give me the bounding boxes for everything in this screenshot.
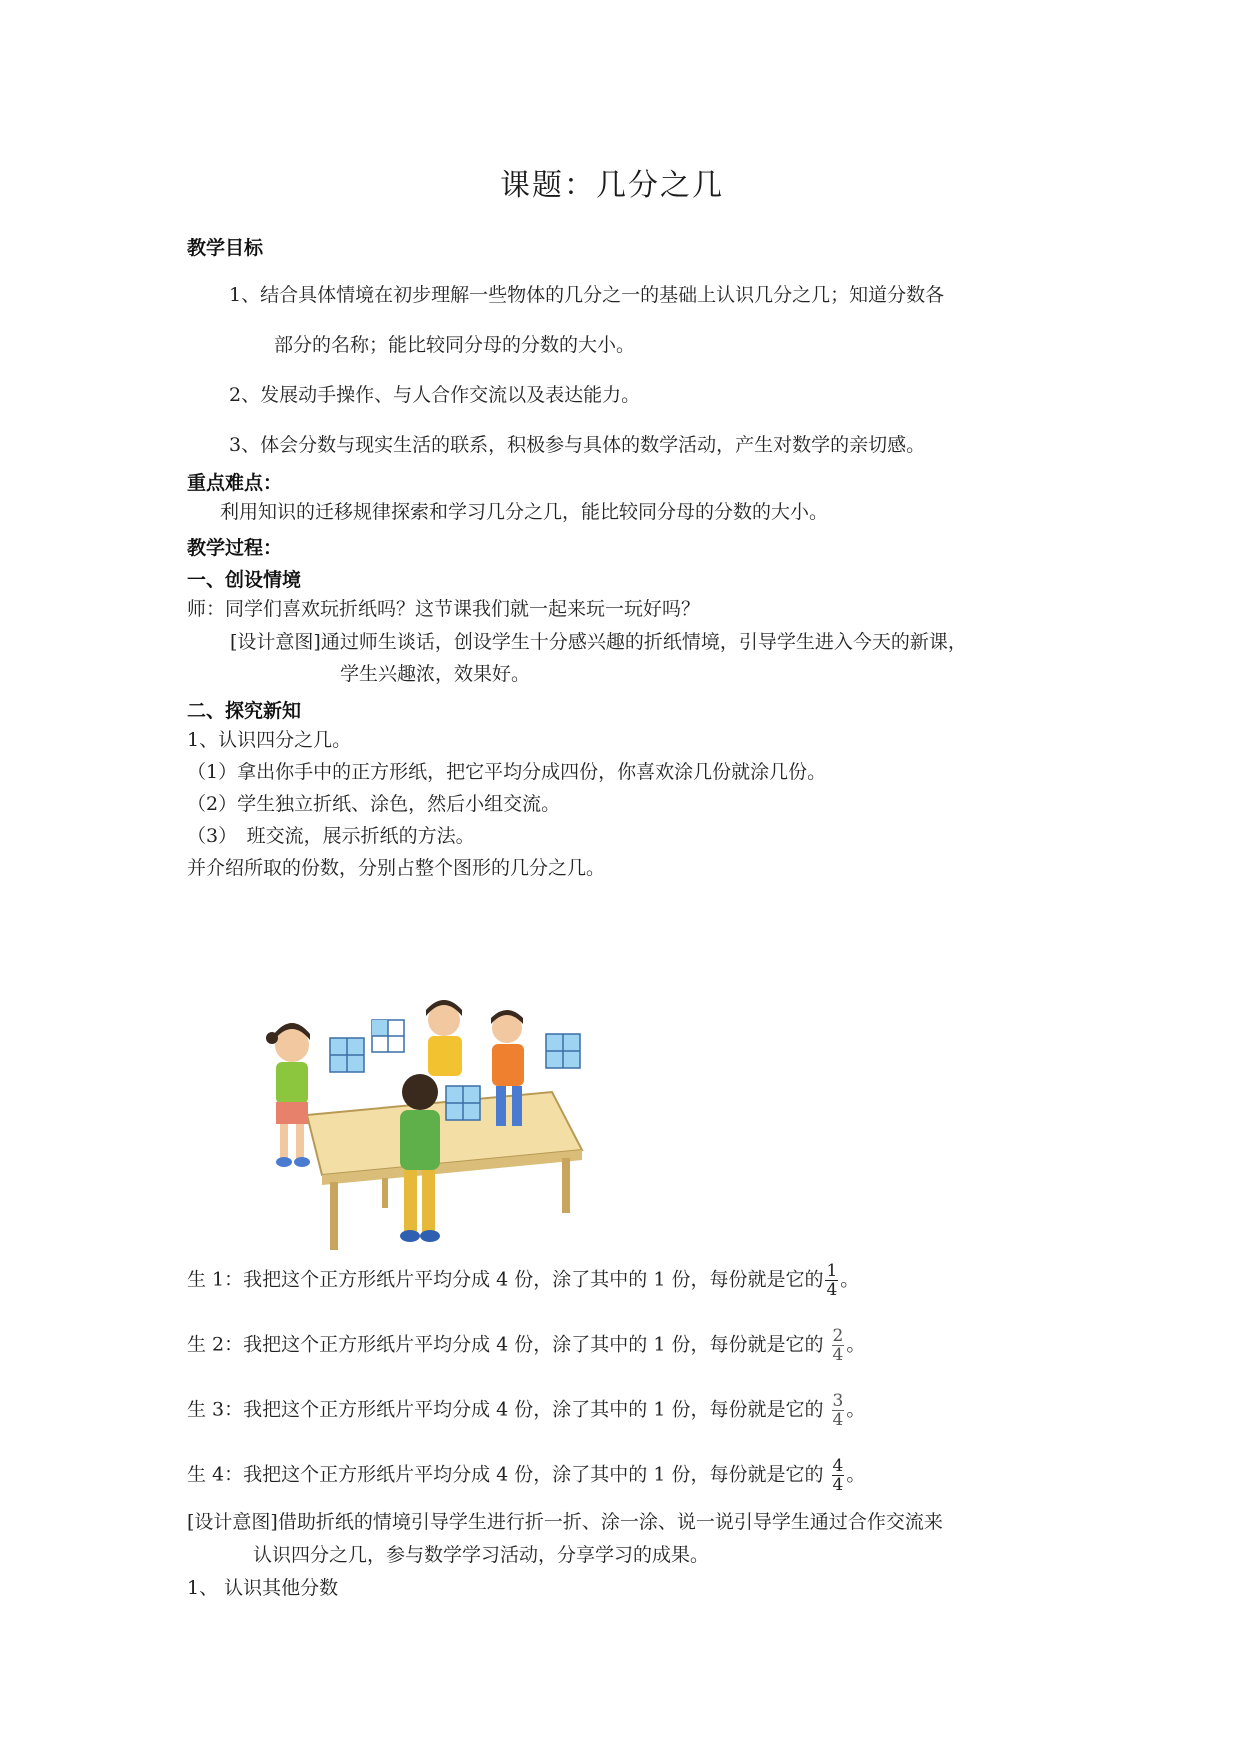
objective-1-line1: 1、结合具体情境在初步理解一些物体的几分之一的基础上认识几分之几；知道分数各: [229, 284, 945, 306]
student-3-text: 生 3：我把这个正方形纸片平均分成 4 份，涂了其中的 1 份，每份就是它的: [187, 1398, 824, 1421]
fraction-numerator: 1: [826, 1261, 838, 1281]
part2-intro: 并介绍所取的份数，分别占整个图形的几分之几。: [187, 857, 606, 879]
keypoints-text: 利用知识的迁移规律探索和学习几分之几，能比较同分母的分数的大小。: [220, 501, 829, 523]
student-2-line: [187, 1327, 865, 1364]
fraction-numerator: 3: [832, 1391, 844, 1411]
fraction-denominator: 4: [832, 1410, 844, 1430]
part2-step-1: （1）拿出你手中的正方形纸，把它平均分成四份，你喜欢涂几份就涂几份。: [187, 761, 827, 783]
fraction: [825, 1262, 838, 1299]
period: 。: [840, 1268, 860, 1291]
part2-item2: 1、 认识其他分数: [187, 1577, 339, 1599]
objective-1-line2: 部分的名称；能比较同分母的分数的大小。: [274, 334, 636, 356]
period: 。: [846, 1333, 866, 1356]
student-2-text: 生 2：我把这个正方形纸片平均分成 4 份，涂了其中的 1 份，每份就是它的: [187, 1333, 824, 1356]
part2-heading: 二、探究新知: [187, 700, 302, 722]
period: 。: [846, 1398, 866, 1421]
period: 。: [846, 1463, 866, 1486]
fraction: [832, 1457, 845, 1494]
student-1-line: [187, 1262, 859, 1299]
part2-step-3: （3） 班交流，展示折纸的方法。: [187, 825, 475, 847]
children-folding-paper-illustration: [262, 1000, 622, 1250]
process-heading: 教学过程：: [187, 537, 283, 559]
fraction-numerator: 2: [832, 1326, 844, 1346]
part2-design-line2: 认识四分之几，参与数学学习活动，分享学习的成果。: [253, 1544, 710, 1566]
fraction: [832, 1327, 845, 1364]
part1-teacher-line: 师：同学们喜欢玩折纸吗？这节课我们就一起来玩一玩好吗？: [187, 598, 701, 620]
keypoints-heading: 重点难点：: [187, 472, 283, 494]
fraction-denominator: 4: [832, 1475, 844, 1495]
part1-design-line1: [设计意图]通过师生谈话，创设学生十分感兴趣的折纸情境，引导学生进入今天的新课，: [230, 631, 967, 653]
objective-2: 2、发展动手操作、与人合作交流以及表达能力。: [229, 384, 641, 406]
student-1-text: 生 1：我把这个正方形纸片平均分成 4 份，涂了其中的 1 份，每份就是它的: [187, 1268, 824, 1291]
fraction-denominator: 4: [826, 1280, 838, 1300]
student-3-line: [187, 1392, 865, 1429]
fraction-denominator: 4: [832, 1345, 844, 1365]
student-4-line: [187, 1457, 865, 1494]
part2-item1: 1、认识四分之几。: [187, 729, 352, 751]
page-title: 课题：几分之几: [500, 168, 724, 203]
fraction-numerator: 4: [832, 1456, 844, 1476]
part2-design-line1: [设计意图]借助折纸的情境引导学生进行折一折、涂一涂、说一说引导学生通过合作交流来: [187, 1511, 943, 1533]
part2-step-2: （2）学生独立折纸、涂色，然后小组交流。: [187, 793, 561, 815]
objective-3: 3、体会分数与现实生活的联系，积极参与具体的数学活动，产生对数学的亲切感。: [229, 434, 926, 456]
part1-design-line2: 学生兴趣浓，效果好。: [340, 663, 531, 685]
fraction: [832, 1392, 845, 1429]
objectives-heading: 教学目标: [187, 237, 264, 259]
student-4-text: 生 4：我把这个正方形纸片平均分成 4 份，涂了其中的 1 份，每份就是它的: [187, 1463, 824, 1486]
part1-heading: 一、创设情境: [187, 569, 302, 591]
